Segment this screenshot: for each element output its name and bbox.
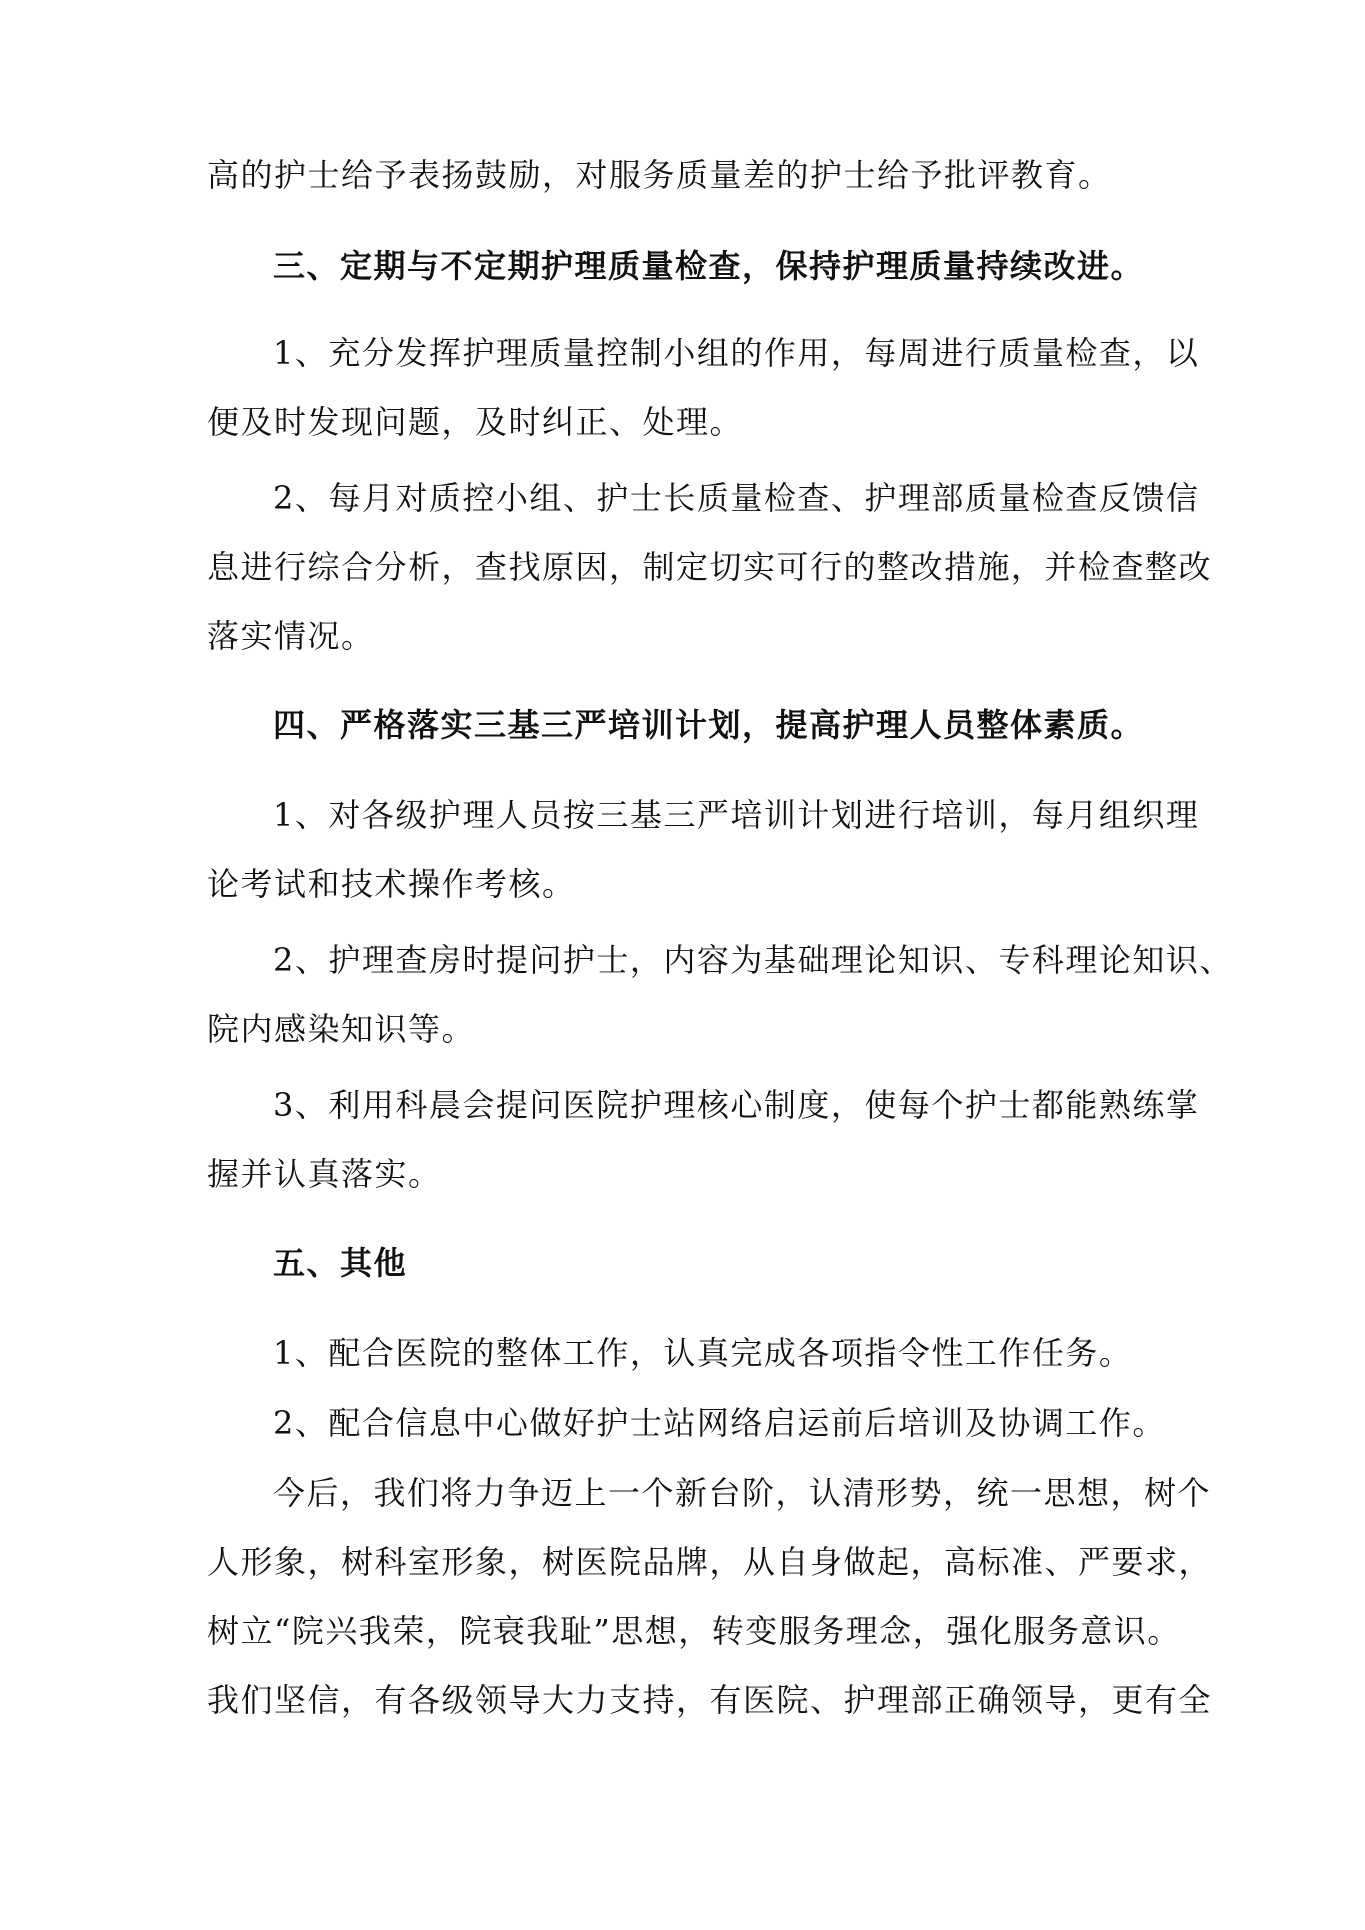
- closing-paragraph-line-4: 我们坚信，有各级领导大力支持，有医院、护理部正确领导，更有全: [207, 1681, 1213, 1719]
- section-heading-4: 四、严格落实三基三严培训计划，提高护理人员整体素质。: [273, 706, 1145, 744]
- paragraph-4-3-line-2: 握并认真落实。: [207, 1155, 442, 1193]
- paragraph-3-2-line-3: 落实情况。: [207, 617, 375, 655]
- paragraph-continuation: 高的护士给予表扬鼓励，对服务质量差的护士给予批评教育。: [207, 156, 1112, 194]
- paragraph-4-1-line-2: 论考试和技术操作考核。: [207, 865, 576, 903]
- paragraph-3-1-line-2: 便及时发现问题，及时纠正、处理。: [207, 403, 744, 441]
- paragraph-5-1: 1、配合医院的整体工作，认真完成各项指令性工作任务。: [273, 1334, 1133, 1372]
- paragraph-4-3-line-1: 3、利用科晨会提问医院护理核心制度，使每个护士都能熟练掌: [273, 1086, 1200, 1124]
- paragraph-4-2-line-1: 2、护理查房时提问护士，内容为基础理论知识、专科理论知识、: [273, 941, 1233, 979]
- closing-paragraph-line-1: 今后，我们将力争迈上一个新台阶，认清形势，统一思想，树个: [273, 1474, 1212, 1512]
- paragraph-3-2-line-2: 息进行综合分析，查找原因，制定切实可行的整改措施，并检查整改: [207, 548, 1213, 586]
- section-heading-3: 三、定期与不定期护理质量检查，保持护理质量持续改进。: [273, 247, 1145, 285]
- closing-paragraph-line-3: 树立“院兴我荣，院衰我耻”思想，转变服务理念，强化服务意识。: [207, 1612, 1181, 1650]
- paragraph-4-1-line-1: 1、对各级护理人员按三基三严培训计划进行培训，每月组织理: [273, 796, 1200, 834]
- paragraph-4-2-line-2: 院内感染知识等。: [207, 1010, 476, 1048]
- section-heading-5: 五、其他: [273, 1244, 408, 1282]
- closing-paragraph-line-2: 人形象，树科室形象，树医院品牌，从自身做起，高标准、严要求，: [207, 1543, 1213, 1581]
- paragraph-5-2: 2、配合信息中心做好护士站网络启运前后培训及协调工作。: [273, 1404, 1166, 1442]
- paragraph-3-1-line-1: 1、充分发挥护理质量控制小组的作用，每周进行质量检查，以: [273, 334, 1200, 372]
- paragraph-3-2-line-1: 2、每月对质控小组、护士长质量检查、护理部质量检查反馈信: [273, 479, 1200, 517]
